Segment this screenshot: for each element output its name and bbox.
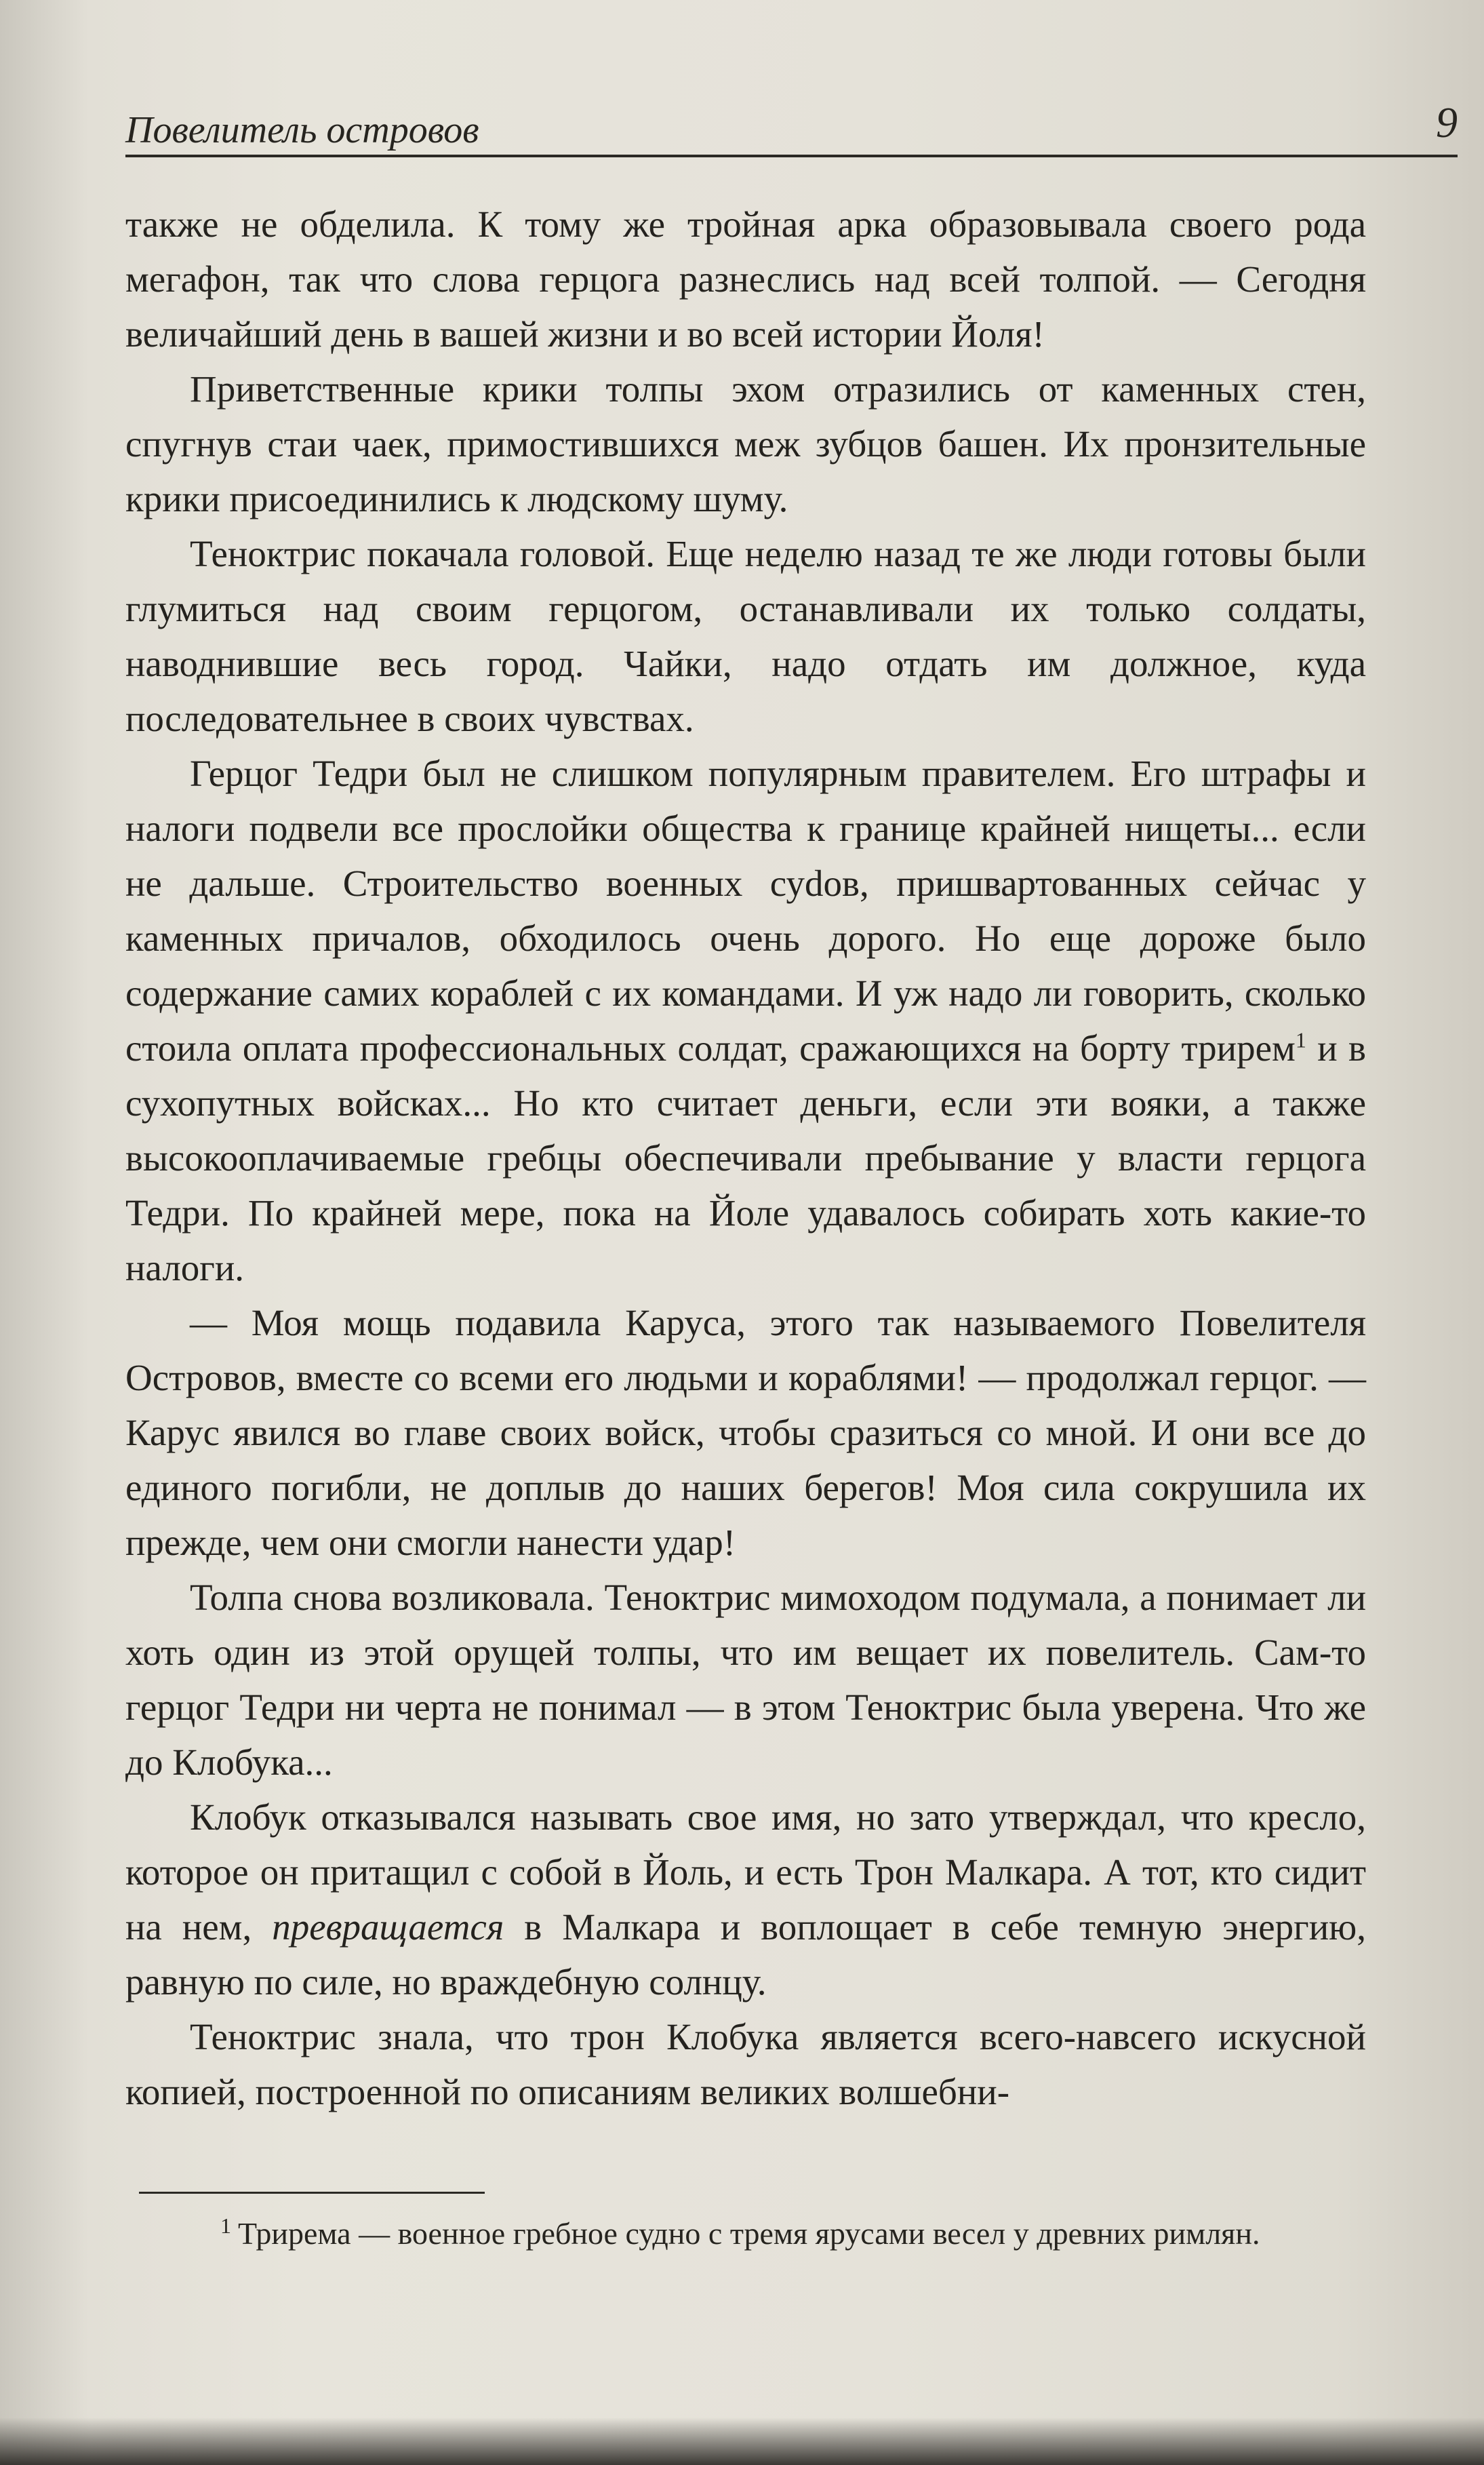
- paragraph: [125, 1790, 1366, 2009]
- footnote-text: Трирема — военное гребное судно с тремя ярусами весел у древних римлян.: [238, 2216, 1260, 2251]
- paragraph: [125, 746, 1366, 1295]
- footnote-reference: 1: [1295, 1027, 1306, 1052]
- paragraph-text: Герцог Тедри был не слишком популярным правителем. Его штрафы и налоги подвели все прослойки общества к границе крайней нищеты... если не дальше. Строительство военных суdов, пришвартованных сейчас у каменных причалов, обходилось очень дорого. Но еще дороже было содержание самих кораблей с их командами. И уж надо ли говорить, сколько стоила оплата профессиональных солдат, сражающихся на борту трирем: [125, 753, 1366, 1069]
- paragraph-text: и в сухопутных войсках... Но кто считает деньги, если эти вояки, а также высокооплачиваемые гребцы обеспечивали пребывание у власти герцога Тедри. По крайней мере, пока на Йоле удавалось собирать хоть какие-то налоги.: [125, 1027, 1366, 1288]
- page-header: [125, 95, 1458, 159]
- paragraph-text: Клобук отказывался называть свое имя, но зато утверждал, что кресло, которое он притащил с собой в Йоль, и есть Трон Малкара. А тот, кто сидит на нем,: [125, 1796, 1366, 1948]
- footnote: [139, 2214, 1359, 2253]
- paragraph: Приветственные крики толпы эхом отразились от каменных стен, спугнув стаи чаек, примостившихся меж зубцов башен. Их пронзительные крики присоединились к людскому шуму.: [125, 368, 1366, 519]
- paragraph: — Моя мощь подавила Каруса, этого так называемого Повелителя Островов, вместе со всеми его людьми и кораблями! — продолжал герцог. — Карус явился во главе своих войск, чтобы сразиться со мной. И они все до единого погибли, не доплыв до наших берегов! Моя сила сокрушила их прежде, чем они смогли нанести удар!: [125, 1302, 1366, 1563]
- emphasized-word: превращается: [272, 1906, 504, 1948]
- footnote-number: 1: [220, 2213, 231, 2238]
- paragraph: Толпа снова возликовала. Теноктрис мимоходом подумала, а понимает ли хоть один из этой орущей толпы, что им вещает их повелитель. Сам-то герцог Тедри ни черта не понимал — в этом Теноктрис была уверена. Что же до Клобука...: [125, 1577, 1366, 1783]
- body-text: [125, 197, 1366, 2119]
- paragraph-text: в Малкара и воплощает в себе темную энергию, равную по силе, но враждебную солнцу.: [125, 1906, 1367, 2003]
- footnotes: [139, 2214, 1359, 2253]
- paragraph: Теноктрис покачала головой. Еще неделю назад те же люди готовы были глумиться над своим герцогом, останавливали их только солдаты, наводнившие весь город. Чайки, надо отдать им должное, куда последовательнее в своих чувствах.: [125, 533, 1366, 739]
- paragraph: Теноктрис знала, что трон Клобука является всего-навсего искусной копией, построенной по описаниям великих волшебни-: [125, 2016, 1366, 2112]
- running-title: Повелитель островов: [125, 109, 479, 151]
- paragraph: также не обделила. К тому же тройная арка образовывала своего рода мегафон, так что слова герцога разнеслись над всей толпой. — Сегодня величайший день в вашей жизни и во всей истории Йоля!: [125, 203, 1366, 355]
- page-number: 9: [1436, 98, 1458, 146]
- page-edge-shadow: [0, 2418, 1484, 2465]
- header-rule: [125, 155, 1458, 157]
- footnote-rule: [139, 2192, 485, 2194]
